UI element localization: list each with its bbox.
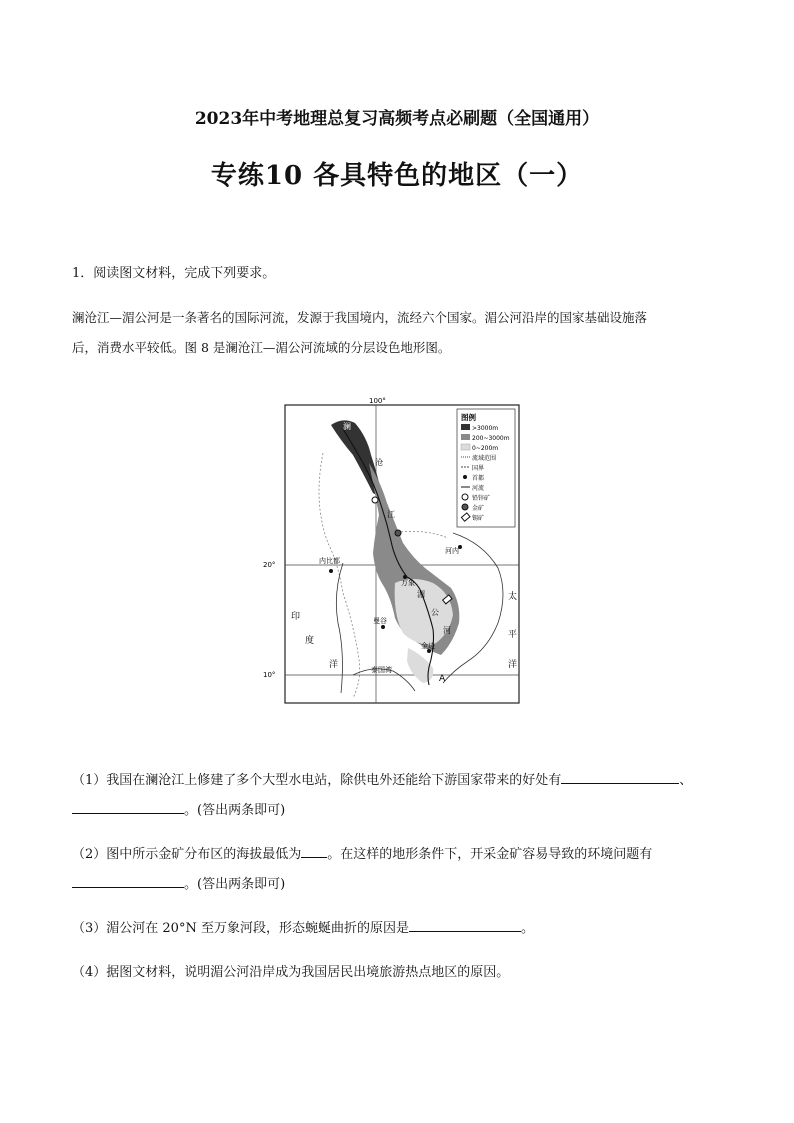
label-cang: 沧 <box>375 458 383 467</box>
legend-swatch-high <box>461 424 470 430</box>
label-pacific-2: 平 <box>508 630 518 640</box>
legend-item-river: 河流 <box>472 485 485 492</box>
legend-item-tin: 锡矿 <box>472 515 485 522</box>
question-intro: 1．阅读图文材料，完成下列要求。 <box>72 266 276 281</box>
q3-tail: 。 <box>520 921 534 936</box>
label-indian-2: 度 <box>305 636 315 646</box>
legend-swatch-capital <box>463 475 467 479</box>
legend-item-high: >3000m <box>472 425 499 432</box>
label-indian-3: 洋 <box>329 660 339 670</box>
q2-blank-2[interactable] <box>72 873 184 888</box>
q1-blank-1[interactable] <box>561 769 679 784</box>
capital-naypyidaw <box>329 569 333 573</box>
q1-separator: 、 <box>679 773 693 788</box>
subquestion-2 <box>72 840 732 900</box>
legend-item-mid: 200~3000m <box>472 435 510 442</box>
lat10-label: 10° <box>263 671 276 679</box>
legend-item-border: 国界 <box>472 465 485 472</box>
subquestion-1 <box>72 766 732 826</box>
label-jiang: 江 <box>387 510 395 519</box>
subquestion-3 <box>72 914 732 944</box>
label-indian-1: 印 <box>291 612 301 622</box>
document-title: 专练10 各具特色的地区（一） <box>210 161 584 191</box>
longitude-label: 100° <box>369 397 386 405</box>
label-gong: 公 <box>431 608 439 617</box>
material-text <box>72 303 724 363</box>
label-lan: 澜 <box>343 422 351 431</box>
label-pacific-1: 太 <box>508 592 518 602</box>
legend-title: 图例 <box>461 413 476 422</box>
label-point-a: A <box>439 674 446 684</box>
label-naypyidaw: 内比都 <box>319 557 340 565</box>
lat20-label: 20° <box>263 561 276 569</box>
q1-text: （1）我国在澜沧江上修建了多个大型水电站，除供电外还能给下游国家带来的好处有 <box>72 773 562 788</box>
gold-mine-icon <box>395 530 401 536</box>
legend-swatch-leadzinc <box>462 494 468 500</box>
document-subtitle: 2023年中考地理总复习高频考点必刷题（全国通用） <box>194 109 600 129</box>
q3-blank[interactable] <box>409 917 521 932</box>
mekong-map-figure <box>263 393 521 706</box>
q2-tail: 。(答出两条即可) <box>184 877 286 892</box>
label-pacific-3: 洋 <box>508 660 518 670</box>
q2-mid: 。在这样的地形条件下，开采金矿容易导致的环境问题有 <box>327 847 653 862</box>
q2-blank-1[interactable] <box>301 843 327 858</box>
label-gulf: 泰国湾 <box>371 666 392 674</box>
q1-blank-2[interactable] <box>72 799 184 814</box>
legend-item-leadzinc: 铅锌矿 <box>472 495 491 502</box>
legend-item-capital: 首都 <box>472 475 485 482</box>
label-he: 河 <box>443 626 451 635</box>
mekong-map <box>263 393 521 706</box>
label-hanoi: 河内 <box>445 547 459 555</box>
material-line-2: 后，消费水平较低。图 8 是澜沧江—湄公河流域的分层设色地形图。 <box>72 340 451 355</box>
legend-item-basin: 流域范围 <box>472 455 497 462</box>
legend-swatch-mid <box>461 434 470 440</box>
q1-tail: 。(答出两条即可) <box>184 803 286 818</box>
capital-bangkok <box>381 625 385 629</box>
legend-swatch-gold <box>462 504 468 510</box>
q2-text: （2）图中所示金矿分布区的海拔最低为 <box>72 847 302 862</box>
legend-item-low: 0~200m <box>472 445 499 452</box>
label-mei: 湄 <box>417 590 425 599</box>
q3-text: （3）湄公河在 20°N 至万象河段，形态蜿蜒曲折的原因是 <box>72 921 409 936</box>
label-phnompenh: 金边 <box>421 642 435 650</box>
lead-zinc-mine-icon <box>372 497 378 503</box>
label-vientiane: 万象 <box>401 579 415 587</box>
subquestion-4: （4）据图文材料，说明湄公河沿岸成为我国居民出境旅游热点地区的原因。 <box>72 965 510 980</box>
legend-item-gold: 金矿 <box>472 505 485 512</box>
legend-swatch-low <box>461 444 470 450</box>
material-line-1: 澜沧江—湄公河是一条著名的国际河流，发源于我国境内，流经六个国家。湄公河沿岸的国家基础设施落 <box>72 310 648 325</box>
label-bangkok: 曼谷 <box>373 617 387 625</box>
